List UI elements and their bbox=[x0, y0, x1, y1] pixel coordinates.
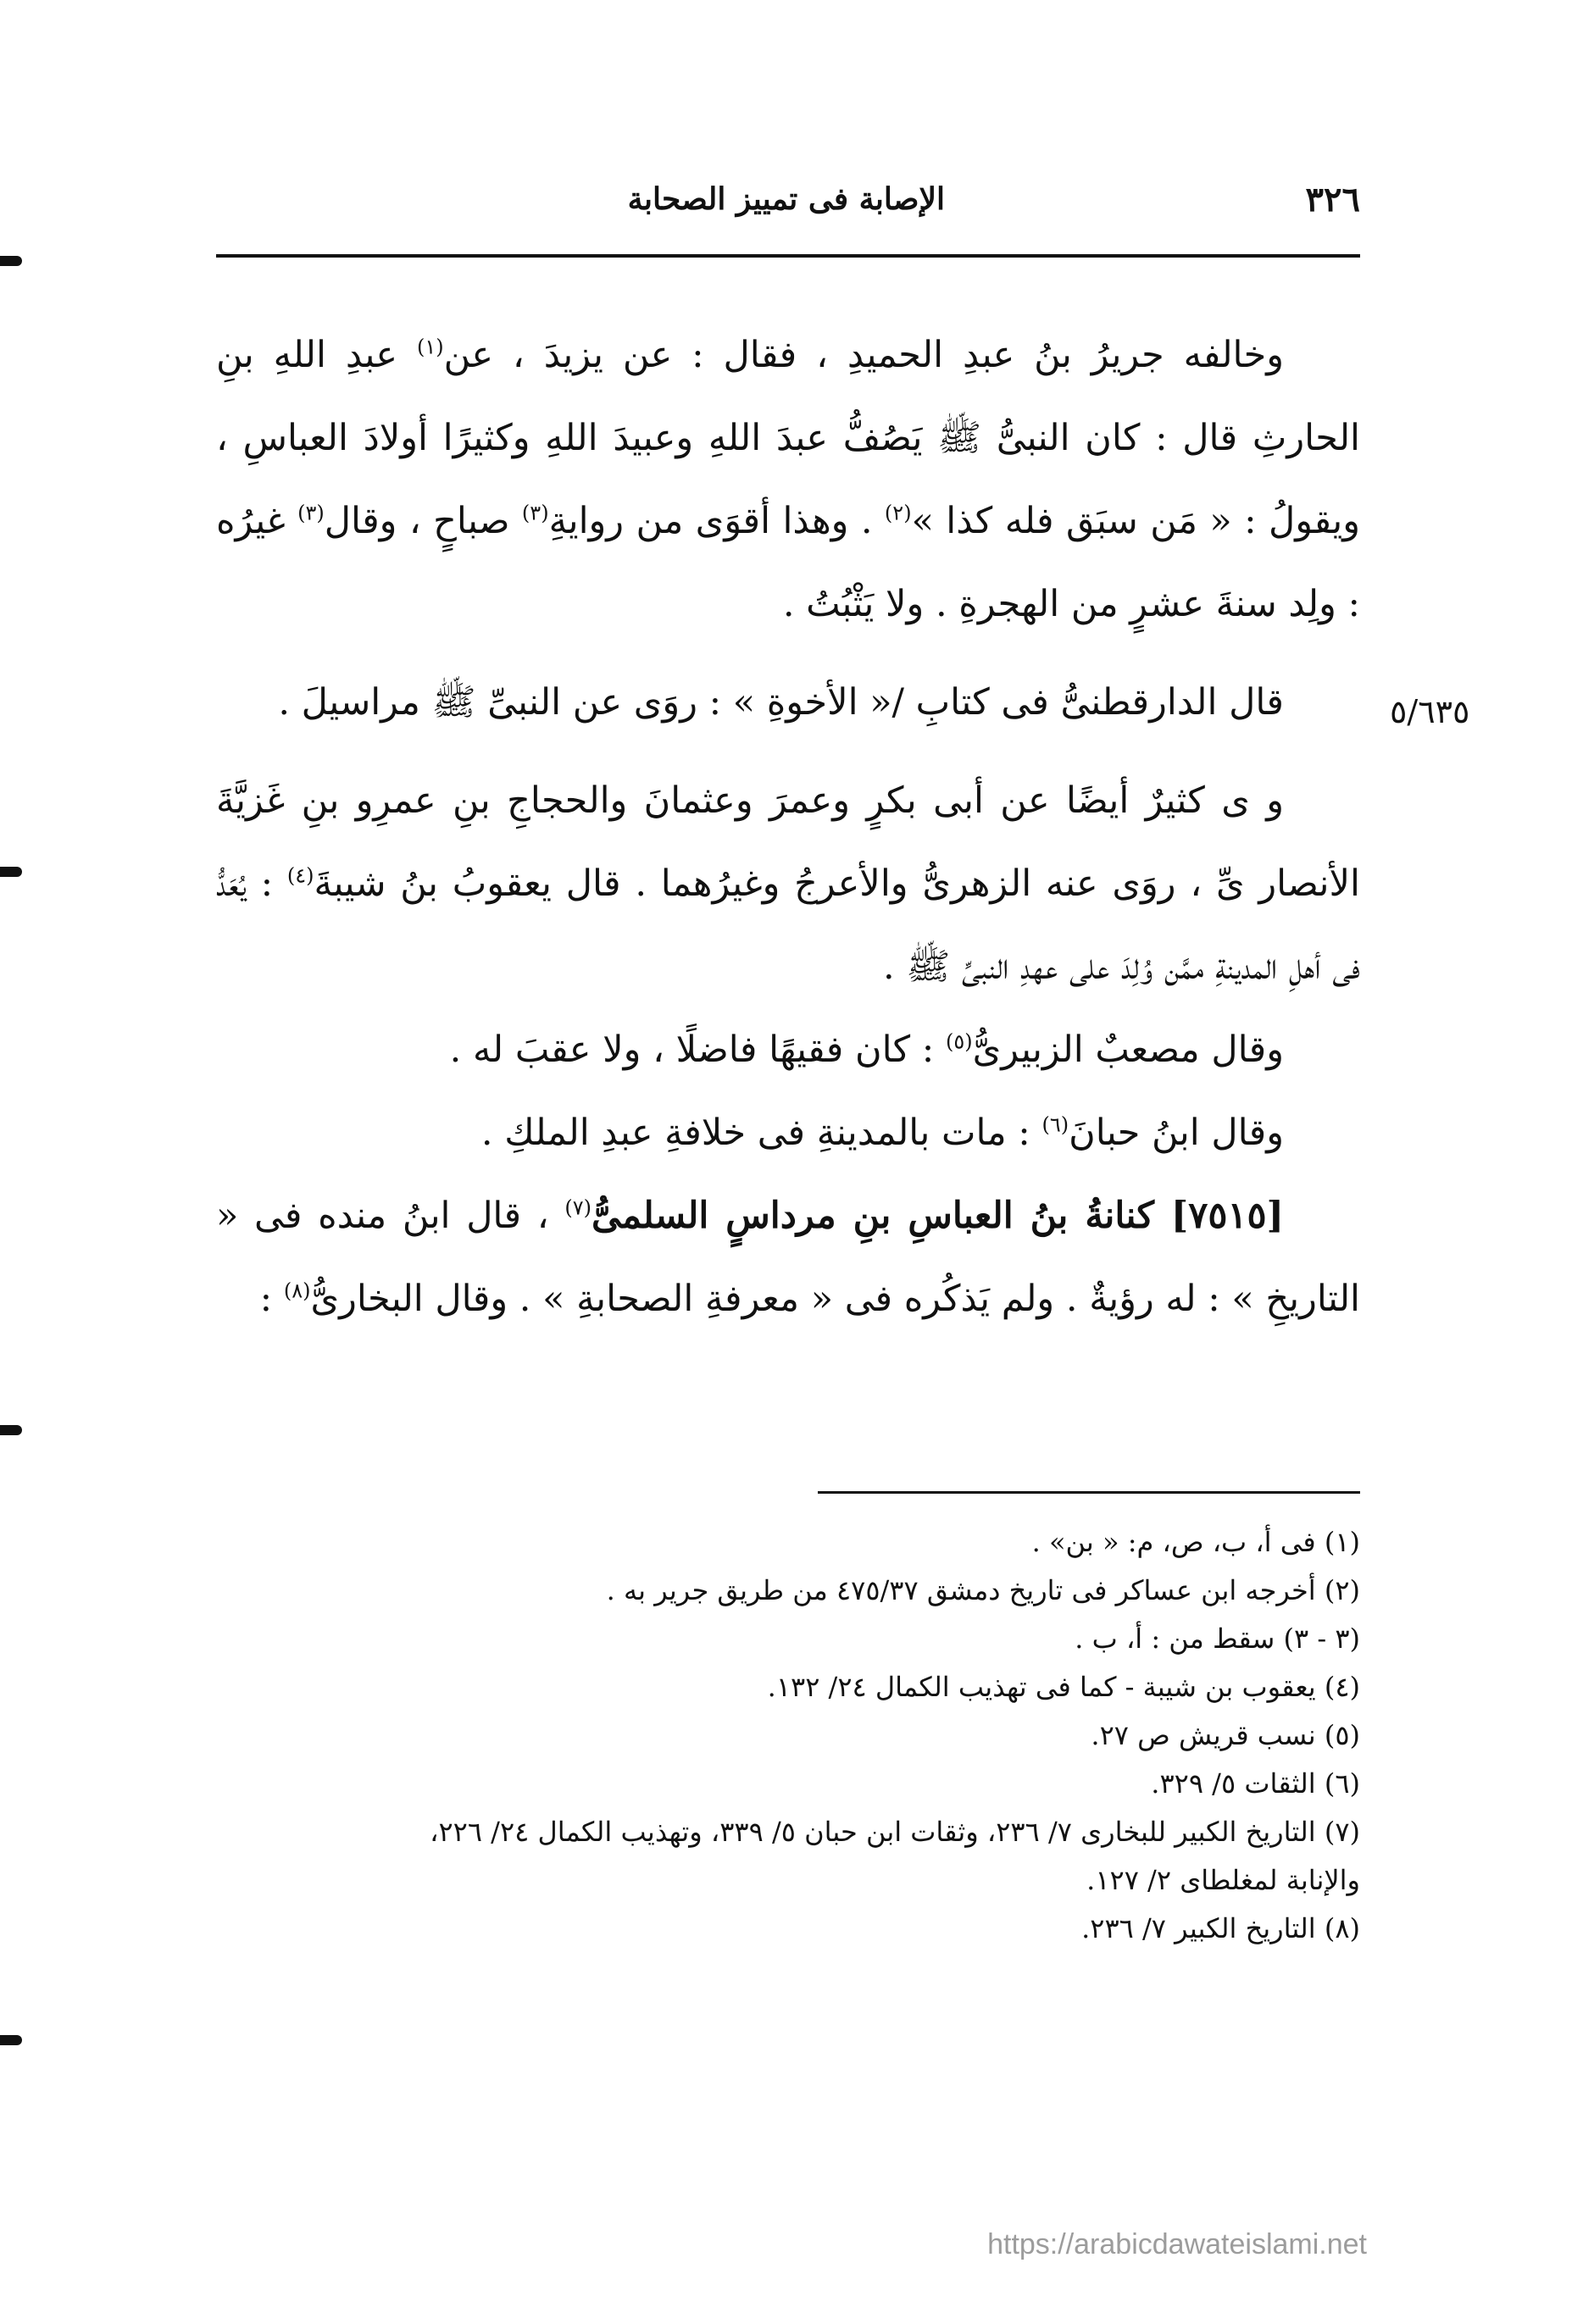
footnote: (٥) نسب قريش ص ٢٧. bbox=[1091, 1719, 1360, 1751]
entry-paragraph: [٧٥١٥] كنانةُ بنُ العباسِ بنِ مرداسٍ السلمىُّ$^{(٧)}$ ، قال ابنُ منده فى « التاريخِ » : له رؤيةٌ . ولم يَذكُره فى « معرفةِ الصحابةِ » . وقال البخارىُّ$^{(٨)}$ : bbox=[216, 1195, 1360, 1320]
footnote-marker: (٣) bbox=[297, 501, 325, 525]
scan-edge-mark bbox=[0, 256, 22, 266]
scan-edge-mark bbox=[0, 2035, 22, 2045]
page-number: ٣٢٦ bbox=[1305, 180, 1360, 219]
paragraph: قال الدارقطنىُّ فى كتابِ /« الأخوةِ » : روَى عن النبىِّ ﷺ مراسيلَ . bbox=[278, 681, 1284, 724]
footnote-rule bbox=[818, 1491, 1360, 1494]
footnote: (٢) أخرجه ابن عساكر فى تاريخ دمشق ٤٧٥/٣٧ من طريق جرير به . bbox=[606, 1574, 1360, 1606]
footnote-marker: (١) bbox=[416, 335, 444, 359]
footnote: (٦) الثقات ٥/ ٣٢٩. bbox=[1151, 1767, 1360, 1800]
footnote-marker: (٨) bbox=[283, 1278, 311, 1303]
running-title: الإصابة فى تمييز الصحابة bbox=[627, 181, 945, 217]
footnote-marker: (٣) bbox=[521, 501, 549, 525]
watermark-url: https://arabicdawateislami.net bbox=[987, 2228, 1367, 2260]
header-rule bbox=[216, 254, 1360, 258]
scan-edge-mark bbox=[0, 1425, 22, 1435]
footnote-marker: (٢) bbox=[884, 501, 912, 525]
footnote-marker: (٤) bbox=[286, 863, 314, 888]
scan-edge-mark bbox=[0, 867, 22, 877]
footnote: (١) فى أ، ب، ص، م: « بن» . bbox=[1031, 1526, 1360, 1558]
entry-heading: [٧٥١٥] كنانةُ بنُ العباسِ بنِ مرداسٍ السلمىُّ bbox=[591, 1195, 1285, 1237]
paragraph: وخالفه جريرُ بنُ عبدِ الحميدِ ، فقال : عن يزيدَ ، عن$^{(١)}$ عبدِ اللهِ بنِ الحارثِ قال : كان النبىُّ ﷺ يَصُفُّ عبدَ اللهِ وعبيدَ اللهِ وكثيرًا أولادَ العباسِ ، ويقولُ : « مَن سبَق فله كذا »$^{(٢)}$ . وهذا أقوَى من روايةِ$^{(٣)}$ صباحٍ ، وقال$^{(٣)}$ غيرُه : ولِد سنةَ عشرٍ من الهجرةِ . ولا يَثْبُتُ . bbox=[216, 334, 1360, 625]
footnote: (٣ - ٣) سقط من : أ، ب . bbox=[1075, 1622, 1360, 1655]
footnote: (٨) التاريخ الكبير ٧/ ٢٣٦. bbox=[1081, 1912, 1360, 1944]
margin-page-reference: ٥/٦٣٥ bbox=[1390, 693, 1470, 730]
footnote-marker: (٥) bbox=[945, 1029, 973, 1054]
footnote: (٧) التاريخ الكبير للبخارى ٧/ ٢٣٦، وثقات ابن حبان ٥/ ٣٣٩، وتهذيب الكمال ٢٤/ ٢٢٦، bbox=[430, 1816, 1360, 1848]
main-text bbox=[216, 313, 1360, 1340]
footnote-marker: (٧) bbox=[564, 1195, 592, 1220]
page-header bbox=[216, 180, 1360, 230]
footnote-marker: (٦) bbox=[1041, 1112, 1069, 1137]
paragraph: وقال ابنُ حبانَ$^{(٦)}$ : مات بالمدينةِ فى خلافةِ عبدِ الملكِ . bbox=[480, 1112, 1284, 1154]
paragraph: و ى كثيرٌ أيضًا عن أبى بكرٍ وعمرَ وعثمانَ والحجاجِ بنِ عمرِو بنِ غَزيَّةَ الأنصار ىِّ ، روَى عنه الزهرىُّ والأعرجُ وغيرُهما . قال يعقوبُ بنُ شيبةَ$^{(٤)}$ : يُعَدُّ فى أهلِ المدينةِ ممَّن وُلِدَ على عهدِ النبىِّ ﷺ . bbox=[216, 779, 1360, 988]
footnote-continuation: والإنابة لمغلطاى ٢/ ١٢٧. bbox=[1086, 1864, 1360, 1896]
footnote: (٤) يعقوب بن شيبة - كما فى تهذيب الكمال ٢٤/ ١٣٢. bbox=[767, 1671, 1360, 1703]
footnotes bbox=[216, 1518, 1360, 1953]
paragraph: وقال مصعبٌ الزبيرىُّ$^{(٥)}$ : كان فقيهًا فاضلًا ، ولا عقبَ له . bbox=[449, 1029, 1284, 1071]
